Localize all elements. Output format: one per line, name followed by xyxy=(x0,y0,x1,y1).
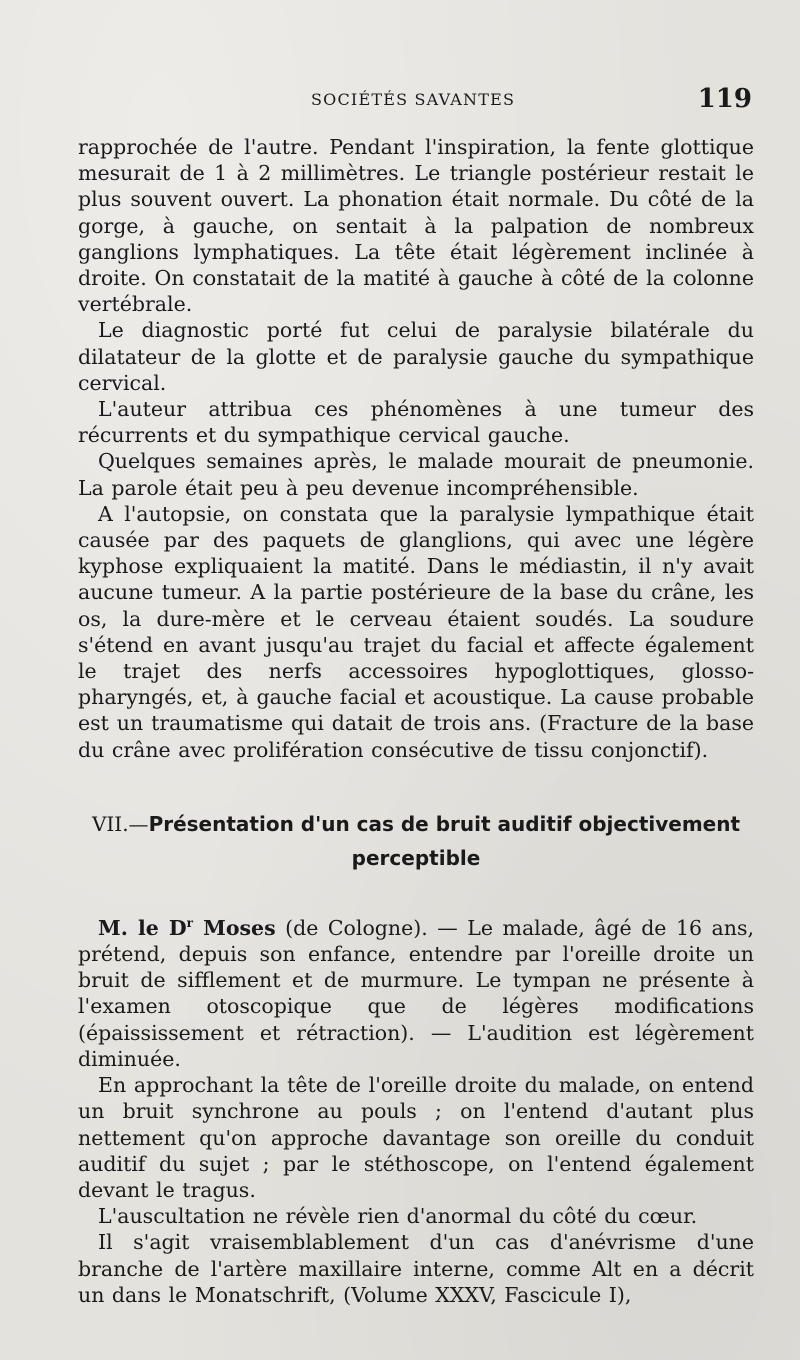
paragraph: Quelques semaines après, le malade mourait de pneumonie. La parole était peu à peu devenue incompréhensible. xyxy=(78,449,754,500)
speaker-text: (de Cologne). — Le malade, âgé de 16 ans, prétend, depuis son enfance, entendre par l'oreille droite un bruit de sifflement et de murmure. Le tympan ne présente à l'examen otoscopique que de légères modifications (épaississement et rétraction). — L'audition est légèrement diminuée. xyxy=(78,915,754,1071)
section-gap xyxy=(78,875,754,915)
page-number: 119 xyxy=(697,84,752,114)
running-title: SOCIÉTÉS SAVANTES xyxy=(311,90,516,109)
paragraph: L'auscultation ne révèle rien d'anormal du côté du cœur. xyxy=(98,1204,698,1229)
section-title-text: Présentation d'un cas de bruit auditif objectivement perceptible xyxy=(148,811,741,870)
paragraph: Il s'agit vraisemblablement d'un cas d'anévrisme d'une branche de l'artère maxillaire interne, comme Alt en a décrit un dans le Monatschrift, (Volume XXXV, Fascicule I), xyxy=(78,1230,754,1307)
paragraph: En approchant la tête de l'oreille droite du malade, on entend un bruit synchrone au pouls ; on l'entend d'autant plus nettement qu'on approche davantage son oreille du conduit auditif du sujet ; par le stéthoscope, on l'entend également devant le tragus. xyxy=(78,1073,754,1202)
paragraph: A l'autopsie, on constata que la paralysie lympathique était causée par des paquets de glanglions, qui avec une légère kyphose expliquaient la matité. Dans le médiastin, il n'y avait aucune tumeur. A la partie postérieure de la base du crâne, les os, la dure-mère et le cerveau étaient soudés. La soudure s'étend en avant jusqu'au trajet du facial et affecte également le trajet des nerfs accessoires hypoglottiques, glosso-pharyngés, et, à gauche facial et acoustique. La cause probable est un traumatisme qui datait de trois ans. (Fracture de la base du crâne avec prolifération consécutive de tissu conjonctif). xyxy=(78,501,754,762)
paragraph: rapprochée de l'autre. Pendant l'inspiration, la fente glottique mesurait de 1 à 2 millimètres. Le triangle postérieur restait le plus souvent ouvert. La phonation était normale. Du côté de la gorge, à gauche, on sentait à la palpation de nombreux ganglions lymphatiques. La tête était légèrement inclinée à droite. On constatait de la matité à gauche à côté de la colonne vertébrale. xyxy=(78,135,754,317)
speaker-paragraph xyxy=(78,915,754,1072)
section-number: VII.— xyxy=(91,811,149,836)
body-text xyxy=(78,134,754,1308)
paragraph: L'auteur attribua ces phénomènes à une tumeur des récurrents et du sympathique cervical gauche. xyxy=(78,397,754,448)
speaker-name: Moses xyxy=(203,915,276,940)
section-heading xyxy=(78,807,754,875)
paragraph: Le diagnostic porté fut celui de paralysie bilatérale du dilatateur de la glotte et de paralysie gauche du sympathique cervical. xyxy=(78,318,754,395)
page-header xyxy=(0,84,800,120)
speaker-title-sup: r xyxy=(186,916,193,931)
speaker-title: M. le D xyxy=(98,915,187,940)
speaker-prefix xyxy=(98,916,276,940)
